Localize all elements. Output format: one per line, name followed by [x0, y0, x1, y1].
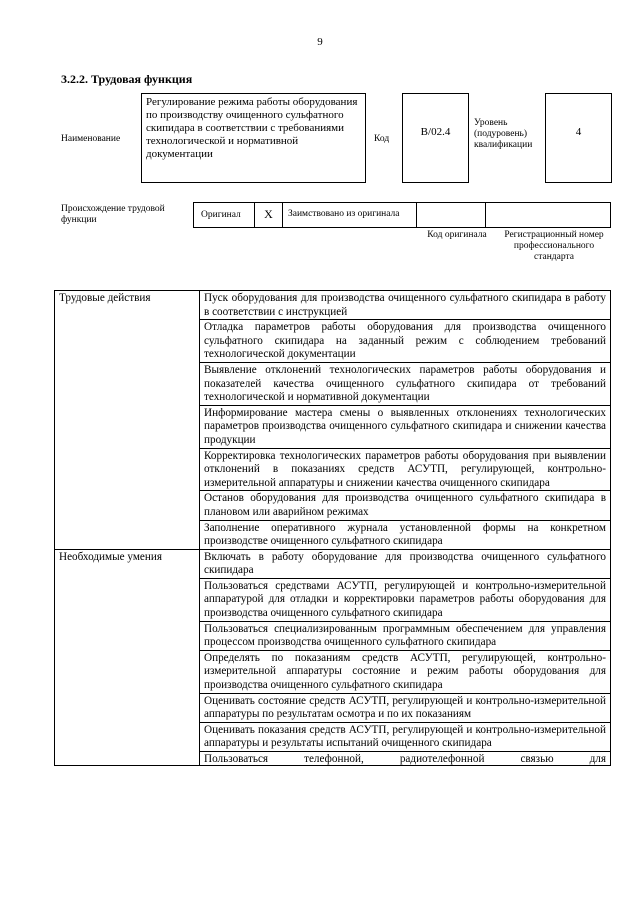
origin-original-cell: Оригинал — [193, 202, 254, 228]
table-cell: Пуск оборудования для производства очищенного сульфатного скипидара в работу в соответствии с инструкцией — [200, 291, 611, 320]
origin-mark-cell: X — [254, 202, 282, 228]
skills-heading: Необходимые умения — [55, 549, 200, 765]
level-label: Уровень (подуровень) квалификации — [474, 118, 533, 150]
origin-reg-cell — [485, 202, 611, 228]
table-cell: Останов оборудования для производства очищенного сульфатного скипидара в плановом или аварийном режимах — [200, 491, 611, 520]
function-table — [54, 290, 611, 766]
table-cell: Пользоваться средствами АСУТП, регулирующей и контрольно-измерительной аппаратурой для отладки и корректировки параметров работы оборудования для производства очищенного сульфатного скипидара — [200, 578, 611, 621]
table-cell: Пользоваться специализированным программным обеспечением для управления процессом производства очищенного сульфатного скипидара — [200, 621, 611, 650]
origin-borrowed-cell: Заимствовано из оригинала — [282, 202, 416, 228]
function-name-box: Регулирование режима работы оборудования по производству очищенного сульфатного скипидара в соответствии с требованиями технологической и нормативной документации — [141, 93, 366, 183]
table-cell: Информирование мастера смены о выявленных отклонениях технологических параметров производства очищенного сульфатного скипидара и снижении качества продукции — [200, 405, 611, 448]
origin-label: Происхождение трудовой функции — [61, 204, 165, 225]
qualification-level-box: 4 — [545, 93, 612, 183]
table-cell: Заполнение оперативного журнала установленной формы на конкретном производстве очищенного сульфатного скипидара — [200, 520, 611, 549]
origin-reg-caption: Регистрационный номер профессионального стандарта — [504, 230, 604, 262]
table-cell: Отладка параметров работы оборудования для производства очищенного сульфатного скипидара на заданный режим с соблюдением требований технологической документации — [200, 320, 611, 363]
name-label: Наименование — [61, 134, 121, 144]
function-code-box: В/02.4 — [402, 93, 469, 183]
table-cell: Оценивать показания средств АСУТП, регулирующей и контрольно-измерительной аппаратуры и результаты испытаний очищенного скипидара — [200, 722, 611, 751]
table-row — [55, 549, 611, 578]
page-number: 9 — [317, 36, 323, 48]
table-cell: Определять по показаниям средств АСУТП, регулирующей, контрольно-измерительной аппаратуры состояние и режим работы оборудования для производства очищенного сульфатного скипидара — [200, 650, 611, 693]
table-cell: Выявление отклонений технологических параметров работы оборудования и показателей качества очищенного сульфатного скипидара от требований технологической и нормативной документации — [200, 362, 611, 405]
code-label: Код — [374, 134, 390, 144]
table-cell: Оценивать состояние средств АСУТП, регулирующей и контрольно-измерительной аппаратуры по результатам осмотра и по их показаниям — [200, 693, 611, 722]
table-row — [55, 291, 611, 320]
table-cell: Корректировка технологических параметров работы оборудования при выявлении отклонений в показаниях средств АСУТП, регулирующей, контрольно-измерительной аппаратуры и снижении качества очищенного скипидара — [200, 448, 611, 491]
origin-code-caption: Код оригинала — [427, 230, 487, 240]
table-cell — [200, 752, 611, 766]
origin-code-cell — [416, 202, 485, 228]
labor-actions-heading: Трудовые действия — [55, 291, 200, 550]
section-title: 3.2.2. Трудовая функция — [61, 72, 193, 86]
table-cell: Включать в работу оборудование для производства очищенного сульфатного скипидара — [200, 549, 611, 578]
cut-text: Пользоваться телефонной, радиотелефонной связью для — [204, 753, 606, 765]
origin-row — [193, 202, 611, 228]
